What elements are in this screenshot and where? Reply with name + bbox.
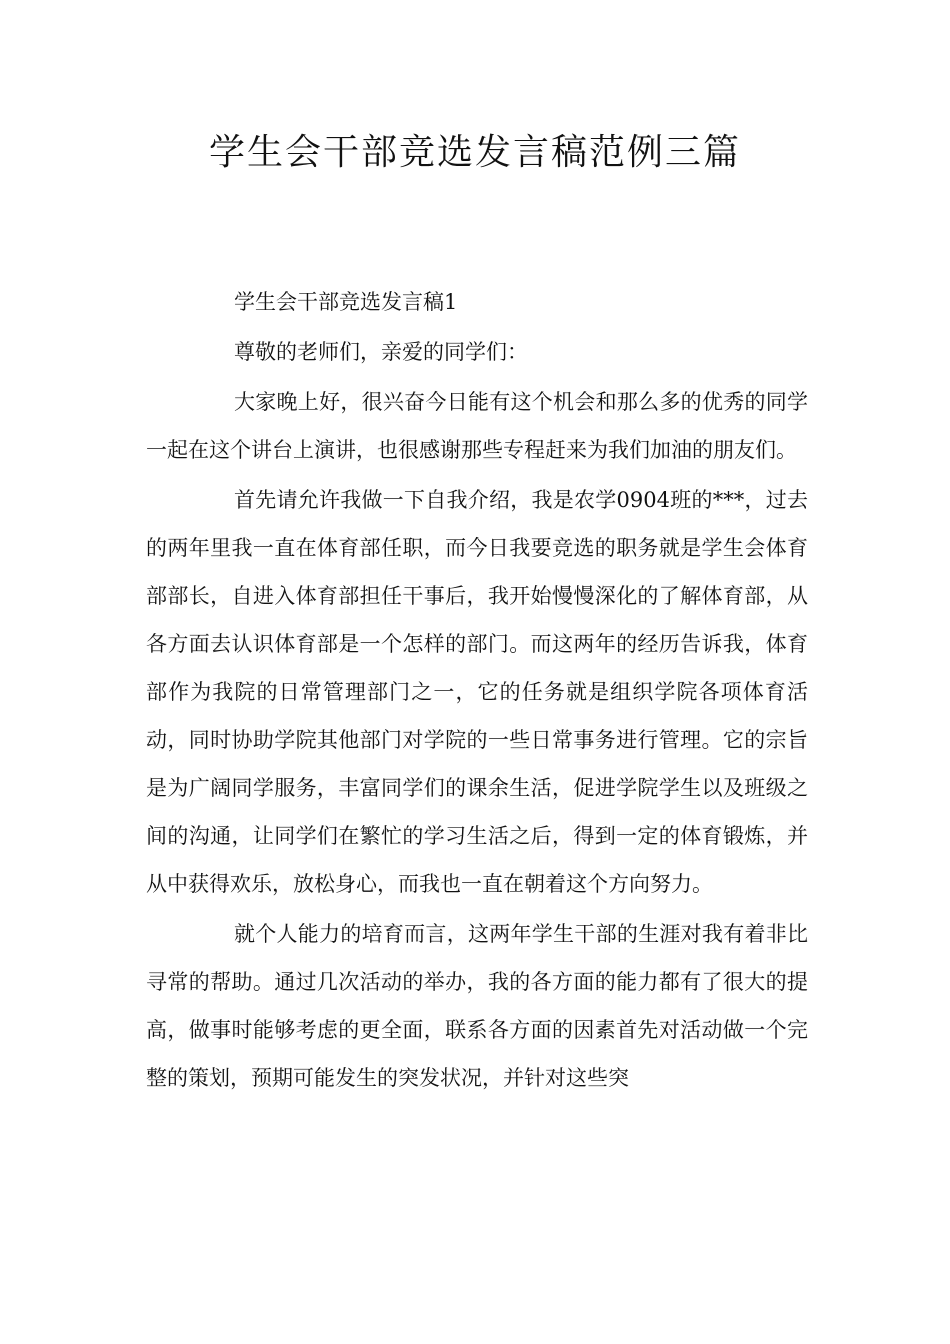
paragraph-personal-ability: 就个人能力的培育而言，这两年学生干部的生涯对我有着非比寻常的帮助。通过几次活动的举办，我的各方面的能力都有了很大的提高，做事时能够考虑的更全面，联系各方面的因素首先对活动做一个完整的策划，预期可能发生的突发状况，并针对这些突 <box>146 922 808 1090</box>
document-body <box>146 278 808 1102</box>
section-heading: 学生会干部竞选发言稿1 <box>234 290 458 314</box>
paragraph-introduction: 首先请允许我做一下自我介绍，我是农学0904班的***，过去的两年里我一直在体育部任职，而今日我要竞选的职务就是学生会体育部部长，自进入体育部担任干事后，我开始慢慢深化的了解体育部，从各方面去认识体育部是一个怎样的部门。而这两年的经历告诉我，体育部作为我院的日常管理部门之一，它的任务就是组织学院各项体育活动，同时协助学院其他部门对学院的一些日常事务进行管理。它的宗旨是为广阔同学服务，丰富同学们的课余生活，促进学院学生以及班级之间的沟通，让同学们在繁忙的学习生活之后，得到一定的体育锻炼，并从中获得欢乐，放松身心，而我也一直在朝着这个方向努力。 <box>146 488 808 896</box>
salutation: 尊敬的老师们，亲爱的同学们： <box>234 340 528 364</box>
paragraph-greeting: 大家晚上好，很兴奋今日能有这个机会和那么多的优秀的同学一起在这个讲台上演讲，也很感谢那些专程赶来为我们加油的朋友们。 <box>146 390 808 462</box>
document-title: 学生会干部竞选发言稿范例三篇 <box>208 132 741 173</box>
